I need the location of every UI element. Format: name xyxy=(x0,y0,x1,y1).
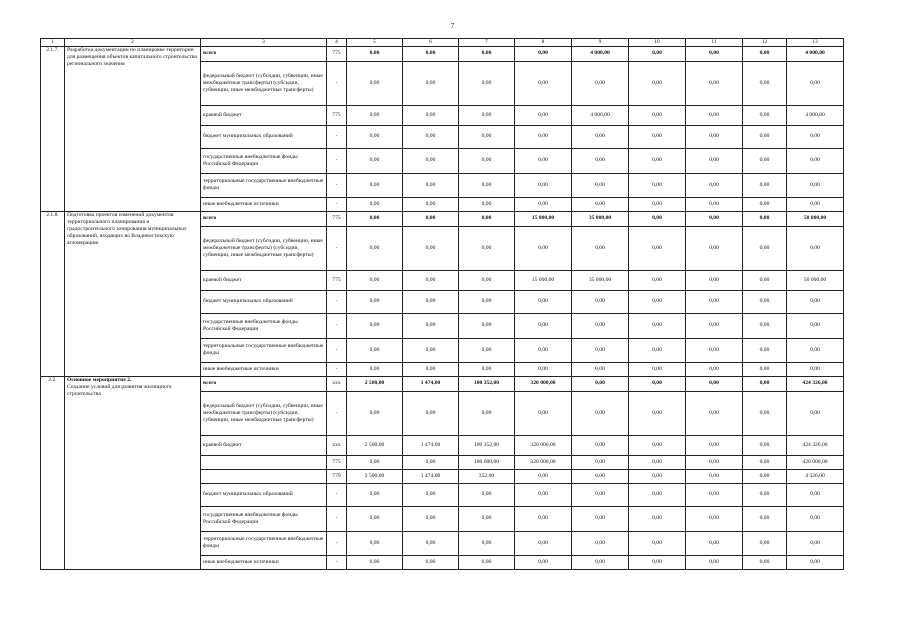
amount-cell: 0,00 xyxy=(572,61,629,105)
budget-code: - xyxy=(327,391,347,435)
amount-cell: 0,00 xyxy=(347,338,403,362)
amount-cell: 0,00 xyxy=(743,61,787,105)
funding-source: бюджет муниципальных образований xyxy=(201,483,327,506)
amount-cell: 0,00 xyxy=(787,313,844,338)
amount-cell: 0,00 xyxy=(459,391,515,435)
amount-cell: 0,00 xyxy=(459,226,515,270)
section-name: Создание условий для развития жилищного строительства xyxy=(67,383,172,397)
amount-cell: 0,00 xyxy=(347,173,403,197)
amount-cell: 0,00 xyxy=(347,211,403,226)
amount-cell: 0,00 xyxy=(743,290,787,313)
amount-cell: 0,00 xyxy=(347,61,403,105)
amount-cell: 0,00 xyxy=(743,173,787,197)
section-number: 2.1.8. xyxy=(41,211,65,376)
amount-cell: 0,00 xyxy=(743,506,787,531)
header-cell: 12 xyxy=(743,39,787,47)
amount-cell: 0,00 xyxy=(347,391,403,435)
amount-cell: 0,00 xyxy=(459,61,515,105)
amount-cell: 0,00 xyxy=(686,173,743,197)
amount-cell: 320 000,00 xyxy=(515,435,572,455)
amount-cell: 0,00 xyxy=(515,469,572,483)
amount-cell: 0,00 xyxy=(403,455,459,469)
budget-code: 775 xyxy=(327,211,347,226)
amount-cell: 0,00 xyxy=(686,435,743,455)
budget-code: - xyxy=(327,506,347,531)
amount-cell: 0,00 xyxy=(743,46,787,61)
amount-cell: 0,00 xyxy=(743,270,787,290)
funding-source: государственные внебюджетные фонды Российской Федерации xyxy=(201,506,327,531)
budget-code: xxx xyxy=(327,376,347,391)
amount-cell: 0,00 xyxy=(403,555,459,569)
amount-cell: 0,00 xyxy=(743,435,787,455)
amount-cell: 0,00 xyxy=(743,469,787,483)
amount-cell: 0,00 xyxy=(403,226,459,270)
header-cell: 6 xyxy=(403,39,459,47)
amount-cell: 0,00 xyxy=(743,455,787,469)
amount-cell: 0,00 xyxy=(347,506,403,531)
amount-cell: 0,00 xyxy=(629,313,686,338)
header-cell: 7 xyxy=(459,39,515,47)
budget-table xyxy=(40,38,844,570)
amount-cell: 0,00 xyxy=(459,270,515,290)
funding-source: территориальные государственные внебюджетные фонды xyxy=(201,338,327,362)
budget-code: - xyxy=(327,197,347,211)
amount-cell: 15 000,00 xyxy=(515,270,572,290)
amount-cell: 0,00 xyxy=(686,46,743,61)
amount-cell: 0,00 xyxy=(629,226,686,270)
amount-cell: 0,00 xyxy=(347,197,403,211)
section-description xyxy=(65,376,201,569)
amount-cell: 0,00 xyxy=(403,506,459,531)
amount-cell: 0,00 xyxy=(459,197,515,211)
amount-cell: 0,00 xyxy=(787,531,844,555)
amount-cell: 0,00 xyxy=(629,125,686,148)
amount-cell: 0,00 xyxy=(572,313,629,338)
amount-cell: 0,00 xyxy=(686,362,743,376)
amount-cell: 0,00 xyxy=(629,506,686,531)
amount-cell: 0,00 xyxy=(403,338,459,362)
amount-cell: 0,00 xyxy=(629,338,686,362)
budget-code: - xyxy=(327,173,347,197)
header-cell: 2 xyxy=(65,39,201,47)
amount-cell: 0,00 xyxy=(686,531,743,555)
amount-cell: 0,00 xyxy=(686,455,743,469)
amount-cell: 0,00 xyxy=(403,313,459,338)
amount-cell: 0,00 xyxy=(629,455,686,469)
header-cell: 3 xyxy=(201,39,327,47)
funding-source: бюджет муниципальных образований xyxy=(201,125,327,148)
amount-cell: 0,00 xyxy=(459,290,515,313)
amount-cell: 1 474,00 xyxy=(403,435,459,455)
amount-cell: 0,00 xyxy=(403,391,459,435)
amount-cell: 0,00 xyxy=(572,435,629,455)
budget-code: - xyxy=(327,483,347,506)
amount-cell: 0,00 xyxy=(515,391,572,435)
budget-code: - xyxy=(327,226,347,270)
funding-source: территориальные государственные внебюджетные фонды xyxy=(201,531,327,555)
amount-cell: 0,00 xyxy=(686,376,743,391)
budget-code: - xyxy=(327,313,347,338)
amount-cell: 0,00 xyxy=(572,455,629,469)
amount-cell: 0,00 xyxy=(347,313,403,338)
amount-cell: 0,00 xyxy=(743,226,787,270)
amount-cell: 0,00 xyxy=(629,105,686,125)
amount-cell: 0,00 xyxy=(459,338,515,362)
amount-cell: 0,00 xyxy=(629,435,686,455)
amount-cell: 0,00 xyxy=(686,197,743,211)
amount-cell: 0,00 xyxy=(686,313,743,338)
table-row xyxy=(41,376,844,391)
header-cell: 4 xyxy=(327,39,347,47)
amount-cell: 0,00 xyxy=(403,125,459,148)
amount-cell: 0,00 xyxy=(403,173,459,197)
budget-code: - xyxy=(327,362,347,376)
amount-cell: 0,00 xyxy=(347,105,403,125)
amount-cell: 0,00 xyxy=(459,483,515,506)
amount-cell: 0,00 xyxy=(686,483,743,506)
amount-cell: 0,00 xyxy=(347,455,403,469)
funding-source: федеральный бюджет (субсидии, субвенции, иные межбюджетные трансферты) (субсидии, субвенции, иные межбюджетные трансферты) xyxy=(201,61,327,105)
amount-cell: 0,00 xyxy=(629,555,686,569)
amount-cell: 100 000,00 xyxy=(459,455,515,469)
budget-code: 779 xyxy=(327,469,347,483)
amount-cell: 0,00 xyxy=(572,125,629,148)
amount-cell: 0,00 xyxy=(743,197,787,211)
amount-cell: 4 000,00 xyxy=(572,105,629,125)
amount-cell: 0,00 xyxy=(572,483,629,506)
amount-cell: 0,00 xyxy=(629,211,686,226)
amount-cell: 0,00 xyxy=(572,376,629,391)
amount-cell: 1 474,00 xyxy=(403,469,459,483)
amount-cell: 0,00 xyxy=(686,506,743,531)
amount-cell: 0,00 xyxy=(403,148,459,173)
amount-cell: 0,00 xyxy=(515,290,572,313)
amount-cell: 100 352,00 xyxy=(459,376,515,391)
amount-cell: 0,00 xyxy=(686,226,743,270)
amount-cell: 0,00 xyxy=(787,555,844,569)
amount-cell: 0,00 xyxy=(347,483,403,506)
amount-cell: 0,00 xyxy=(629,362,686,376)
section-number: 2.2. xyxy=(41,376,65,569)
amount-cell: 0,00 xyxy=(515,226,572,270)
budget-code: 775 xyxy=(327,46,347,61)
amount-cell: 0,00 xyxy=(686,391,743,435)
amount-cell: 0,00 xyxy=(403,362,459,376)
amount-cell: 2 500,00 xyxy=(347,376,403,391)
amount-cell: 0,00 xyxy=(403,197,459,211)
budget-code: 775 xyxy=(327,455,347,469)
amount-cell: 0,00 xyxy=(347,362,403,376)
amount-cell: 424 326,00 xyxy=(787,435,844,455)
amount-cell: 0,00 xyxy=(629,483,686,506)
header-cell: 5 xyxy=(347,39,403,47)
amount-cell: 0,00 xyxy=(686,105,743,125)
amount-cell: 0,00 xyxy=(787,226,844,270)
funding-source: иные внебюджетные источники xyxy=(201,362,327,376)
amount-cell: 0,00 xyxy=(787,173,844,197)
header-cell: 8 xyxy=(515,39,572,47)
header-cell: 11 xyxy=(686,39,743,47)
amount-cell: 0,00 xyxy=(459,46,515,61)
section-name: Разработка документации по планировке территории для размещения объектов капитального строительства регионального значения xyxy=(67,46,197,67)
table-row xyxy=(41,211,844,226)
amount-cell: 0,00 xyxy=(515,173,572,197)
amount-cell: 0,00 xyxy=(787,362,844,376)
amount-cell: 0,00 xyxy=(515,531,572,555)
amount-cell: 0,00 xyxy=(403,531,459,555)
amount-cell: 0,00 xyxy=(686,270,743,290)
amount-cell: 0,00 xyxy=(787,338,844,362)
amount-cell: 2 500,00 xyxy=(347,435,403,455)
amount-cell: 0,00 xyxy=(629,391,686,435)
amount-cell: 1 474,00 xyxy=(403,376,459,391)
amount-cell: 0,00 xyxy=(787,506,844,531)
amount-cell: 0,00 xyxy=(686,125,743,148)
budget-code: - xyxy=(327,531,347,555)
amount-cell: 0,00 xyxy=(572,148,629,173)
amount-cell: 0,00 xyxy=(515,555,572,569)
budget-code: - xyxy=(327,125,347,148)
amount-cell: 0,00 xyxy=(629,469,686,483)
amount-cell: 0,00 xyxy=(787,125,844,148)
amount-cell: 0,00 xyxy=(459,105,515,125)
amount-cell: 0,00 xyxy=(347,531,403,555)
amount-cell: 0,00 xyxy=(515,148,572,173)
amount-cell: 320 000,00 xyxy=(515,455,572,469)
section-description xyxy=(65,211,201,376)
amount-cell: 0,00 xyxy=(686,469,743,483)
amount-cell: 0,00 xyxy=(743,483,787,506)
header-cell: 1 xyxy=(41,39,65,47)
amount-cell: 0,00 xyxy=(686,211,743,226)
amount-cell: 0,00 xyxy=(686,148,743,173)
funding-source xyxy=(201,469,327,483)
funding-source: краевой бюджет xyxy=(201,270,327,290)
amount-cell: 0,00 xyxy=(459,555,515,569)
budget-code: - xyxy=(327,148,347,173)
amount-cell: 0,00 xyxy=(459,148,515,173)
amount-cell: 0,00 xyxy=(787,197,844,211)
funding-source: краевой бюджет xyxy=(201,435,327,455)
amount-cell: 420 000,00 xyxy=(787,455,844,469)
section-description xyxy=(65,46,201,211)
funding-source: всего xyxy=(201,211,327,226)
funding-source: федеральный бюджет (субсидии, субвенции, иные межбюджетные трансферты) (субсидии, субвенции, иные межбюджетные трансферты) xyxy=(201,391,327,435)
amount-cell: 0,00 xyxy=(686,61,743,105)
amount-cell: 0,00 xyxy=(403,270,459,290)
amount-cell: 0,00 xyxy=(787,148,844,173)
amount-cell: 0,00 xyxy=(459,125,515,148)
amount-cell: 0,00 xyxy=(629,46,686,61)
amount-cell: 0,00 xyxy=(572,290,629,313)
amount-cell: 0,00 xyxy=(403,46,459,61)
amount-cell: 0,00 xyxy=(686,555,743,569)
funding-source: всего xyxy=(201,376,327,391)
funding-source: краевой бюджет xyxy=(201,105,327,125)
budget-code: xxx xyxy=(327,435,347,455)
amount-cell: 0,00 xyxy=(787,483,844,506)
amount-cell: 0,00 xyxy=(572,197,629,211)
amount-cell: 0,00 xyxy=(403,483,459,506)
amount-cell: 0,00 xyxy=(459,506,515,531)
amount-cell: 0,00 xyxy=(572,362,629,376)
amount-cell: 0,00 xyxy=(572,226,629,270)
amount-cell: 0,00 xyxy=(459,173,515,197)
amount-cell: 0,00 xyxy=(459,313,515,338)
amount-cell: 0,00 xyxy=(347,270,403,290)
section-title: Основное мероприятие 2. xyxy=(67,376,132,383)
amount-cell: 0,00 xyxy=(629,290,686,313)
amount-cell: 0,00 xyxy=(743,362,787,376)
funding-source: федеральный бюджет (субсидии, субвенции, иные межбюджетные трансферты) (субсидии, субвенции, иные межбюджетные трансферты) xyxy=(201,226,327,270)
amount-cell: 0,00 xyxy=(403,290,459,313)
amount-cell: 0,00 xyxy=(403,61,459,105)
amount-cell: 0,00 xyxy=(572,531,629,555)
budget-code: - xyxy=(327,290,347,313)
amount-cell: 0,00 xyxy=(629,173,686,197)
amount-cell: 0,00 xyxy=(572,173,629,197)
header-cell: 13 xyxy=(787,39,844,47)
amount-cell: 0,00 xyxy=(572,506,629,531)
amount-cell: 0,00 xyxy=(572,469,629,483)
amount-cell: 0,00 xyxy=(743,148,787,173)
funding-source: территориальные государственные внебюджетные фонды xyxy=(201,173,327,197)
amount-cell: 0,00 xyxy=(629,531,686,555)
funding-source: государственные внебюджетные фонды Российской Федерации xyxy=(201,313,327,338)
amount-cell: 4 326,00 xyxy=(787,469,844,483)
amount-cell: 0,00 xyxy=(515,313,572,338)
amount-cell: 0,00 xyxy=(347,125,403,148)
section-number: 2.1.7. xyxy=(41,46,65,211)
amount-cell: 0,00 xyxy=(572,391,629,435)
amount-cell: 0,00 xyxy=(743,125,787,148)
amount-cell: 4 000,00 xyxy=(787,105,844,125)
page-number: 7 xyxy=(450,22,455,30)
amount-cell: 0,00 xyxy=(515,338,572,362)
amount-cell: 0,00 xyxy=(515,61,572,105)
amount-cell: 0,00 xyxy=(686,338,743,362)
amount-cell: 0,00 xyxy=(515,506,572,531)
amount-cell: 0,00 xyxy=(403,105,459,125)
amount-cell: 0,00 xyxy=(347,226,403,270)
amount-cell: 0,00 xyxy=(743,313,787,338)
amount-cell: 0,00 xyxy=(347,555,403,569)
amount-cell: 15 000,00 xyxy=(515,211,572,226)
amount-cell: 0,00 xyxy=(515,105,572,125)
amount-cell: 0,00 xyxy=(515,362,572,376)
funding-source: всего xyxy=(201,46,327,61)
funding-source: государственные внебюджетные фонды Российской Федерации xyxy=(201,148,327,173)
amount-cell: 0,00 xyxy=(403,211,459,226)
amount-cell: 100 352,00 xyxy=(459,435,515,455)
budget-code: 775 xyxy=(327,270,347,290)
amount-cell: 0,00 xyxy=(787,290,844,313)
header-cell: 9 xyxy=(572,39,629,47)
amount-cell: 0,00 xyxy=(629,148,686,173)
amount-cell: 0,00 xyxy=(459,531,515,555)
amount-cell: 0,00 xyxy=(459,211,515,226)
amount-cell: 35 000,00 xyxy=(572,270,629,290)
amount-cell: 0,00 xyxy=(459,362,515,376)
amount-cell: 320 000,00 xyxy=(515,376,572,391)
amount-cell: 2 500,00 xyxy=(347,469,403,483)
amount-cell: 0,00 xyxy=(686,290,743,313)
budget-code: - xyxy=(327,61,347,105)
amount-cell: 0,00 xyxy=(743,555,787,569)
amount-cell: 50 000,00 xyxy=(787,211,844,226)
amount-cell: 0,00 xyxy=(629,270,686,290)
amount-cell: 0,00 xyxy=(347,290,403,313)
amount-cell: 0,00 xyxy=(347,46,403,61)
amount-cell: 0,00 xyxy=(743,338,787,362)
amount-cell: 0,00 xyxy=(743,211,787,226)
amount-cell: 4 000,00 xyxy=(572,46,629,61)
section-name: Подготовка проектов изменений документов территориального планирования и градостроительного зонирования муниципальных образований, входящих во Владивостокскую агломерацию xyxy=(67,211,187,246)
amount-cell: 0,00 xyxy=(515,483,572,506)
header-row xyxy=(41,39,844,47)
amount-cell: 0,00 xyxy=(743,105,787,125)
table-row xyxy=(41,46,844,61)
budget-code: - xyxy=(327,338,347,362)
budget-code: 775 xyxy=(327,105,347,125)
amount-cell: 0,00 xyxy=(515,46,572,61)
amount-cell: 0,00 xyxy=(515,125,572,148)
amount-cell: 0,00 xyxy=(629,376,686,391)
amount-cell: 0,00 xyxy=(743,391,787,435)
amount-cell: 0,00 xyxy=(743,376,787,391)
amount-cell: 0,00 xyxy=(629,61,686,105)
amount-cell: 0,00 xyxy=(572,555,629,569)
amount-cell: 0,00 xyxy=(787,61,844,105)
budget-code: - xyxy=(327,555,347,569)
amount-cell: 0,00 xyxy=(787,391,844,435)
funding-source: иные внебюджетные источники xyxy=(201,197,327,211)
funding-source xyxy=(201,455,327,469)
amount-cell: 0,00 xyxy=(743,531,787,555)
amount-cell: 4 000,00 xyxy=(787,46,844,61)
funding-source: бюджет муниципальных образований xyxy=(201,290,327,313)
amount-cell: 0,00 xyxy=(347,148,403,173)
funding-source: иные внебюджетные источники xyxy=(201,555,327,569)
amount-cell: 35 000,00 xyxy=(572,211,629,226)
amount-cell: 424 326,00 xyxy=(787,376,844,391)
amount-cell: 0,00 xyxy=(572,338,629,362)
amount-cell: 0,00 xyxy=(515,197,572,211)
amount-cell: 352,00 xyxy=(459,469,515,483)
amount-cell: 0,00 xyxy=(629,197,686,211)
amount-cell: 50 000,00 xyxy=(787,270,844,290)
header-cell: 10 xyxy=(629,39,686,47)
